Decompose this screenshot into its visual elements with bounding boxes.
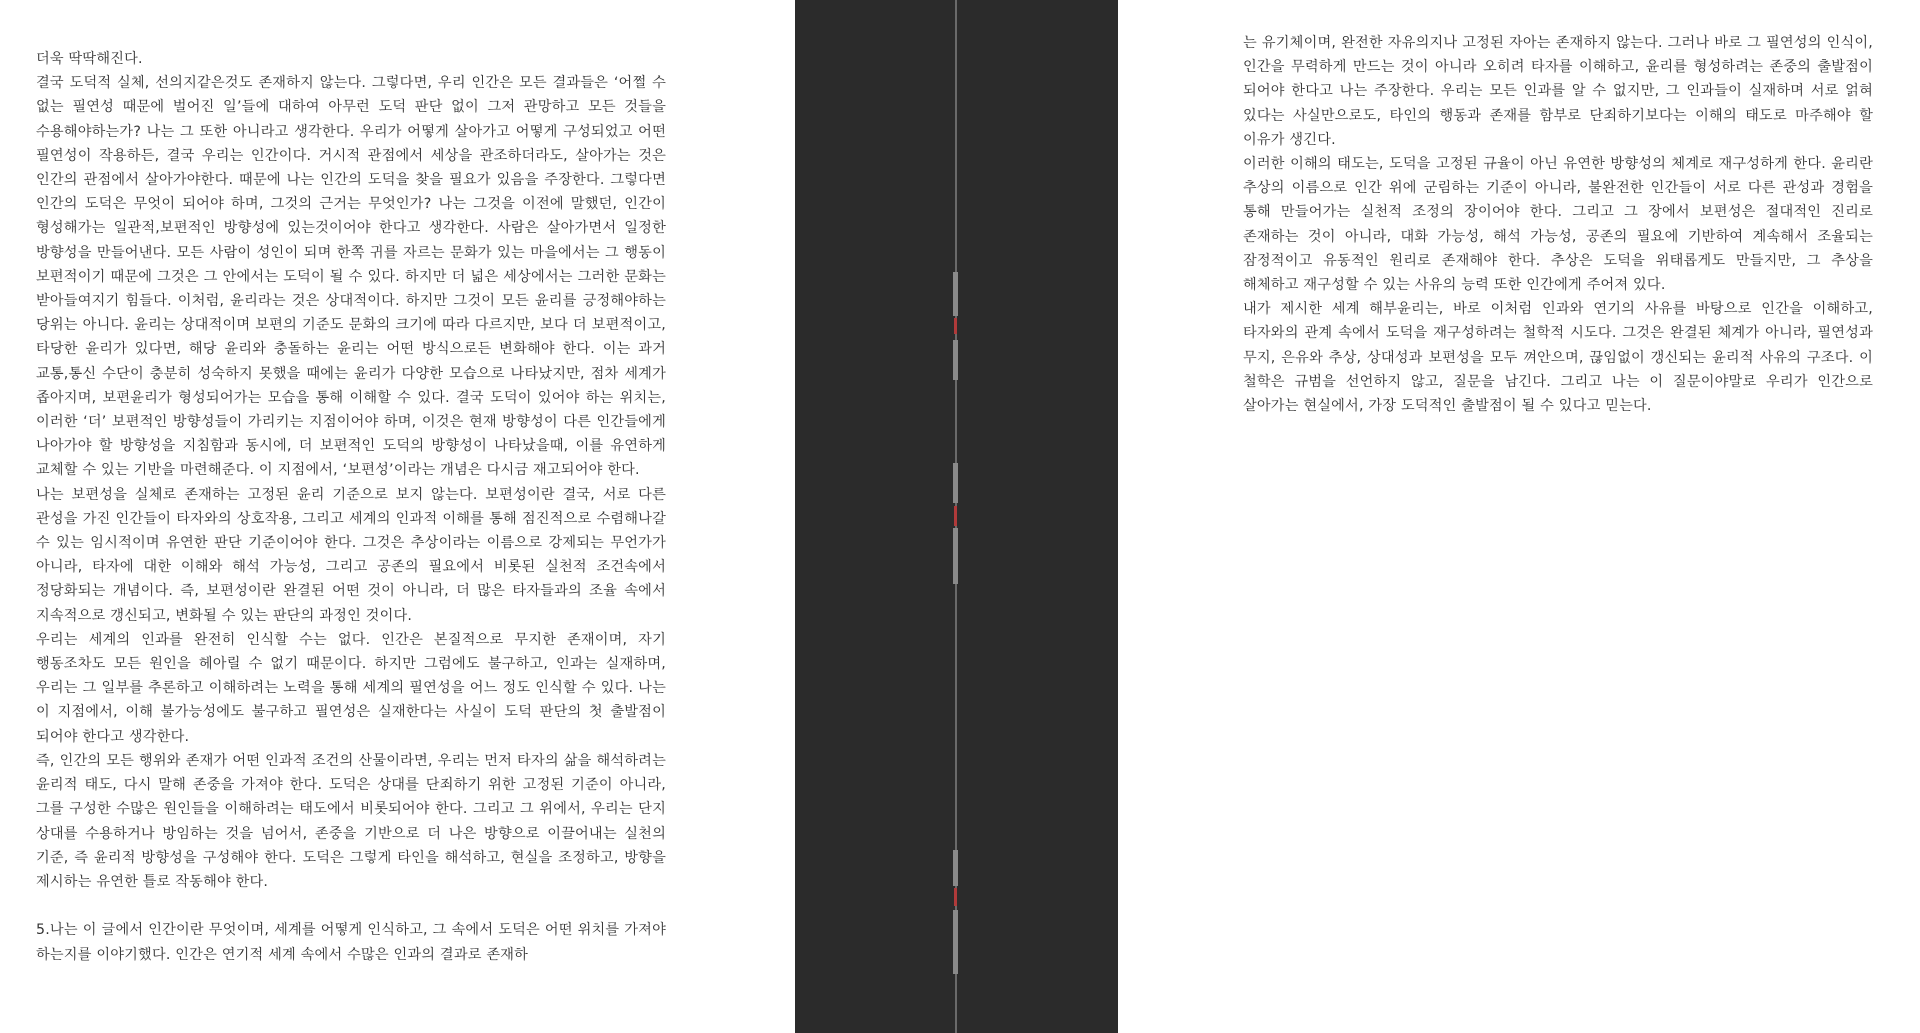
left-paragraph-3: 나는 보편성을 실체로 존재하는 고정된 윤리 기준으로 보지 않는다. 보편성이란 결국, 서로 다른 관성을 가진 인간들이 타자와의 상호작용, 그리고 세계의 인과적 이해를 통해 점진적으로 수렴해나갈 수 있는 임시적이며 유연한 판단 기준이어야 한다. 그것은 추상이라는 이름으로 강제되는 무언가가 아니라, 타자에 대한 이해와 해석 가능성, 그리고 공존의 필요에서 비롯된 실천적 조건속에서 정당화되는 개념이다. 즉, 보편성이란 완결된 어떤 것이 아니라, 더 많은 타자들과의 조율 속에서 지속적으로 갱신되고, 변화될 수 있는 판단의 과정인 것이다. xyxy=(36,486,666,624)
left-page xyxy=(0,0,795,1033)
left-paragraph-5: 즉, 인간의 모든 행위와 존재가 어떤 인과적 조건의 산물이라면, 우리는 먼저 타자의 삶을 해석하려는 윤리적 태도, 다시 말해 존중을 가져야 한다. 도덕은 상대를 단죄하기 위한 고정된 기준이 아니라, 그를 구성한 수많은 원인들을 이해하려는 태도에서 비롯되어야 한다. 그리고 그 위에서, 우리는 단지 상대를 수용하거나 방임하는 것을 넘어서, 존중을 기반으로 더 나은 방향으로 이끌어내는 실천의 기준, 즉 윤리적 방향성을 구성해야 한다. 도덕은 그렇게 타인을 해석하고, 현실을 조정하고, 방향을 제시하는 유연한 틀로 작동해야 한다. xyxy=(36,752,666,890)
right-page-text xyxy=(1243,31,1873,418)
left-page-text xyxy=(36,47,666,967)
gutter-marker xyxy=(953,528,958,584)
left-paragraph-2: 결국 도덕적 실체, 선의지같은것도 존재하지 않는다. 그렇다면, 우리 인간은 모든 결과들은 ‘어쩔 수 없는 필연성 때문에 벌어진 일’들에 대하여 아무런 도덕 판단 없이 그저 관망하고 모든 것들을 수용해야하는가? 나는 그 또한 아니라고 생각한다. 우리가 어떻게 살아가고 어떻게 구성되었고 어떤 필연성이 작용하든, 결국 우리는 인간이다. 거시적 관점에서 세상을 관조하더라도, 살아가는 것은 인간의 관점에서 살아가야한다. 때문에 나는 인간의 도덕을 찾을 필요가 있음을 주장한다. 그렇다면 인간의 도덕은 무엇이 되어야 하며, 그것의 근거는 무엇인가? 나는 그것을 이전에 말했던, 인간이 형성해가는 일관적,보편적인 방향성에 있는것이어야 한다고 생각한다. 사람은 살아가면서 일정한 방향성을 만들어낸다. 모든 사람이 성인이 되며 한쪽 귀를 자르는 문화가 있는 마을에서는 그 행동이 보편적이기 때문에 그것은 그 안에서는 도덕이 될 수 있다. 하지만 더 넓은 세상에서는 그러한 문화는 받아들여지기 힘들다. 이처럼, 윤리라는 것은 상대적이다. 하지만 그것이 모든 윤리를 긍정해야하는 당위는 아니다. 윤리는 상대적이며 보편의 기준도 문화의 크기에 따라 다르지만, 보다 더 보편적이고, 타당한 윤리가 있다면, 해당 윤리와 충돌하는 윤리는 어떤 방식으로든 변화해야 한다. 이는 과거 교통,통신 수단이 충분히 성숙하지 못했을 때에는 윤리가 다양한 모습으로 나타났지만, 점차 세계가 좁아지며, 보편윤리가 형성되어가는 모습을 통해 이해할 수 있다. 결국 도덕이 있어야 하는 위치는, 이러한 ‘더’ 보편적인 방향성들이 가리키는 지점이어야 하며, 이것은 현재 방향성이 다른 인간들에게 나아가야 할 방향성을 지침함과 동시에, 더 보편적인 도덕의 방향성이 나타났을때, 이를 유연하게 교체할 수 있는 기반을 마련해준다. 이 지점에서, ‘보편성’이라는 개념은 다시금 재고되어야 한다. xyxy=(36,75,666,479)
gutter-marker xyxy=(953,272,958,316)
gutter-marker xyxy=(953,910,958,974)
right-page xyxy=(1118,0,1920,1033)
right-paragraph-1: 는 유기체이며, 완전한 자유의지나 고정된 자아는 존재하지 않는다. 그러나 바로 그 필연성의 인식이, 인간을 무력하게 만드는 것이 아니라 오히려 타자를 이해하고, 윤리를 형성하려는 존중의 출발점이 되어야 한다고 나는 주장한다. 우리는 모든 인과를 알 수 없지만, 그 인과들이 실재하며 서로 얽혀 있다는 사실만으로도, 타인의 행동과 존재를 함부로 단죄하기보다는 이해의 태도로 마주해야 할 이유가 생긴다. xyxy=(1243,35,1873,148)
gutter-marker xyxy=(953,340,958,380)
gutter-marker-red xyxy=(954,318,957,334)
left-paragraph-4: 우리는 세계의 인과를 완전히 인식할 수는 없다. 인간은 본질적으로 무지한 존재이며, 자기 행동조차도 모든 원인을 헤아릴 수 없기 때문이다. 하지만 그럼에도 불구하고, 인과는 실재하며, 우리는 그 일부를 추론하고 이해하려는 노력을 통해 세계의 필연성을 어느 정도 인식할 수 있다. 나는 이 지점에서, 이해 불가능성에도 불구하고 필연성은 실재한다는 사실이 도덕 판단의 첫 출발점이 되어야 한다고 생각한다. xyxy=(36,631,666,745)
left-paragraph-1: 더욱 딱딱해진다. xyxy=(36,51,143,67)
gutter-marker-red xyxy=(954,888,957,906)
gutter-marker xyxy=(953,463,958,503)
gutter-marker-red xyxy=(954,506,957,526)
left-paragraph-section-5: 5.나는 이 글에서 인간이란 무엇이며, 세계를 어떻게 인식하고, 그 속에서 도덕은 어떤 위치를 가져야 하는지를 이야기했다. 인간은 연기적 세계 속에서 수많은 인과의 결과로 존재하 xyxy=(36,922,666,963)
right-paragraph-2: 이러한 이해의 태도는, 도덕을 고정된 규율이 아닌 유연한 방향성의 체계로 재구성하게 한다. 윤리란 추상의 이름으로 인간 위에 군림하는 기준이 아니라, 불완전한 인간들이 서로 다른 관성과 경험을 통해 만들어가는 실천적 조정의 장이어야 한다. 그리고 그 장에서 보편성은 절대적인 진리로 존재하는 것이 아니라, 대화 가능성, 해석 가능성, 공존의 필요에 기반하여 계속해서 조율되는 잠정적이고 유동적인 원리로 존재해야 한다. 추상은 도덕을 위태롭게도 만들지만, 그 추상을 해체하고 재구성할 수 있는 사유의 능력 또한 인간에게 주어져 있다. xyxy=(1243,156,1873,294)
left-paragraph-blank xyxy=(36,894,666,918)
gutter-marker xyxy=(953,850,958,886)
right-paragraph-3: 내가 제시한 세계 해부윤리는, 바로 이처럼 인과와 연기의 사유를 바탕으로 인간을 이해하고, 타자와의 관계 속에서 도덕을 재구성하려는 철학적 시도다. 그것은 완결된 체계가 아니라, 필연성과 무지, 은유와 추상, 상대성과 보편성을 모두 껴안으며, 끊임없이 갱신되는 윤리적 사유의 구조다. 이 철학은 규범을 선언하지 않고, 질문을 남긴다. 그리고 나는 이 질문이야말로 우리가 인간으로 살아가는 현실에서, 가장 도덕적인 출발점이 될 수 있다고 믿는다. xyxy=(1243,301,1873,415)
page-gutter xyxy=(795,0,1118,1033)
